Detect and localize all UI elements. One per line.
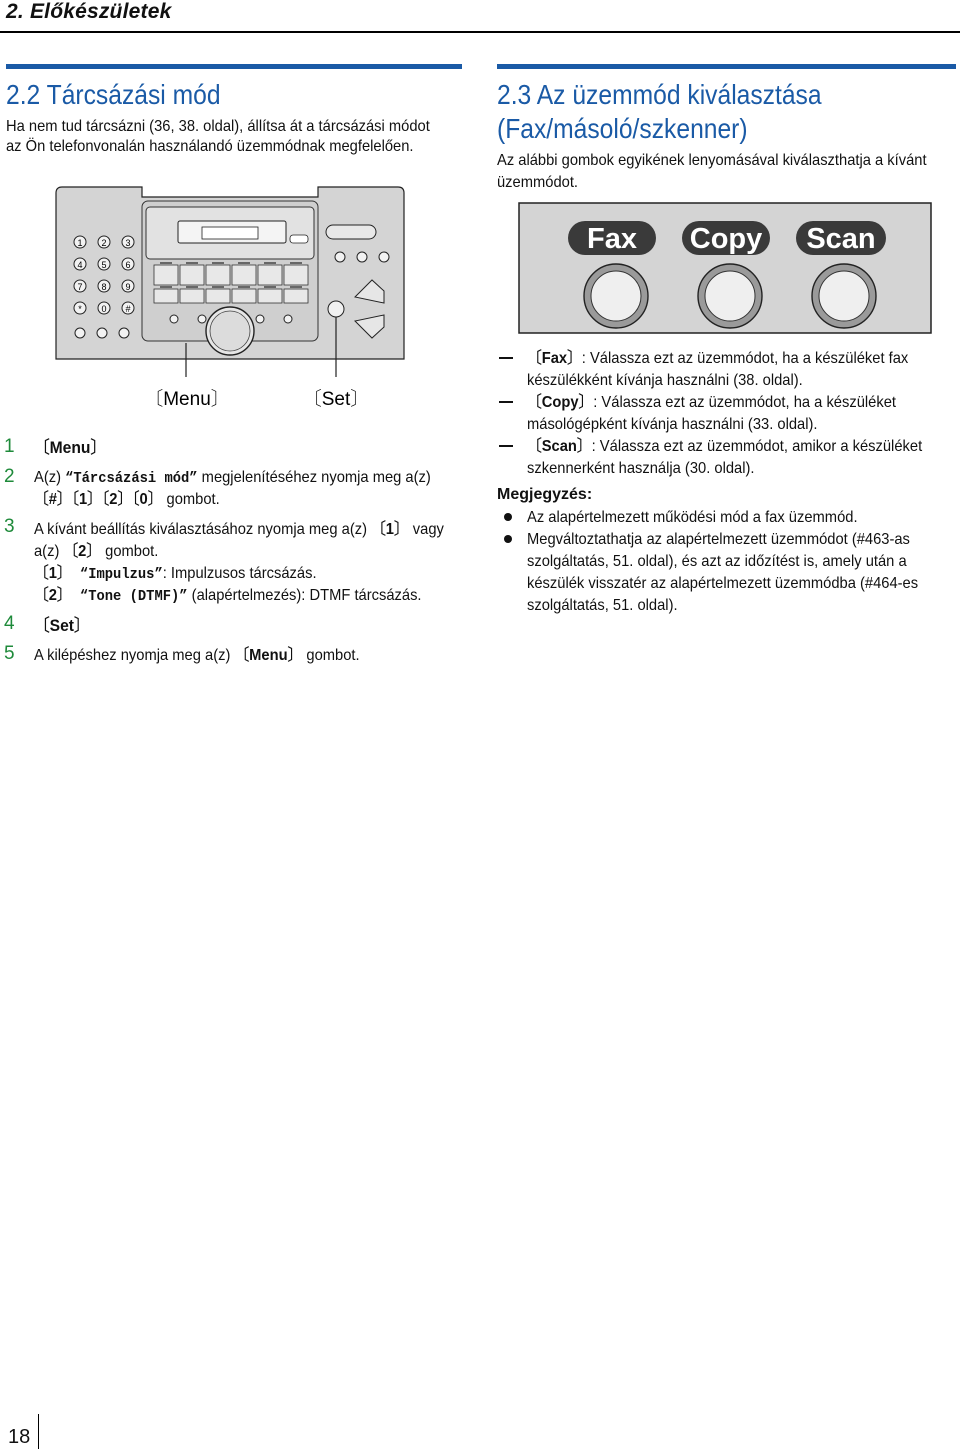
dash-bullet <box>499 401 513 403</box>
step-3-option-pulse: 〔1〕 “Impulzus”: Impulzusos tárcsázás. <box>34 565 317 583</box>
step-2-line-1: A(z) “Tárcsázási mód” megjelenítéséhez nyomja meg a(z) <box>34 469 431 487</box>
keypad-key: # <box>125 304 131 314</box>
copy-mode-label: Copy <box>689 223 763 255</box>
fax-button[interactable] <box>584 264 648 328</box>
mode-buttons-panel <box>518 202 932 334</box>
fax-mode-label: Fax <box>587 223 637 255</box>
keypad-key: * <box>78 304 82 314</box>
keypad-key: 1 <box>77 238 83 248</box>
control-panel-illustration <box>50 183 410 415</box>
left-intro-line-1: Ha nem tud tárcsázni (36, 38. oldal), állítsa át a tárcsázási módot <box>6 118 430 135</box>
note-2-line-4: szolgáltatás, 51. oldal). <box>527 597 678 614</box>
step-number-2: 2 <box>4 466 15 487</box>
dash-bullet <box>499 445 513 447</box>
page-number: 18 <box>8 1426 31 1448</box>
section-title-mode-select: 2.3 Az üzemmód kiválasztása <box>497 79 822 110</box>
keypad-key: 4 <box>77 260 83 270</box>
step-3-line-2: a(z) 〔2〕 gombot. <box>34 543 159 560</box>
keypad-key: 3 <box>125 238 131 248</box>
step-number-5: 5 <box>4 643 15 664</box>
bullet-dot <box>504 513 512 521</box>
note-2-line-2: szolgáltatás, 51. oldal), és azt az időzítést is, amely után a <box>527 553 907 570</box>
fax-desc-line-1: 〔Fax〕: Válassza ezt az üzemmódot, ha a készüléket fax <box>527 350 909 367</box>
header-divider <box>0 31 960 33</box>
scan-mode-label: Scan <box>806 223 876 255</box>
bullet-dot <box>504 535 512 543</box>
section-subtitle-mode-select: (Fax/másoló/szkenner) <box>497 113 748 144</box>
note-2-line-3: készülék visszatér az alapértelmezett üzemmódba (#464-es <box>527 575 919 592</box>
step-4-key-set: 〔Set〕 <box>34 616 90 635</box>
keypad-key: 0 <box>101 304 107 314</box>
dash-bullet <box>499 357 513 359</box>
right-intro-line-1: Az alábbi gombok egyikének lenyomásával kiválaszthatja a kívánt <box>497 152 927 169</box>
section-bar-left <box>6 64 462 69</box>
section-bar-right <box>497 64 956 69</box>
scan-desc-line-1: 〔Scan〕: Válassza ezt az üzemmódot, amikor a készüléket <box>527 438 923 455</box>
keypad-key: 9 <box>125 282 131 292</box>
step-3-option-tone: 〔2〕 “Tone (DTMF)” (alapértelmezés): DTMF tárcsázás. <box>34 587 422 605</box>
step-3-line-1: A kívánt beállítás kiválasztásához nyomja meg a(z) 〔1〕 vagy <box>34 521 444 538</box>
copy-button[interactable] <box>698 264 762 328</box>
keypad-key: 7 <box>77 282 83 292</box>
step-2-line-2: 〔#〕〔1〕〔2〕〔0〕 gombot. <box>34 491 220 508</box>
figure-label-set: 〔Set〕 <box>302 389 370 410</box>
copy-desc-line-1: 〔Copy〕: Válassza ezt az üzemmódot, ha a készüléket <box>527 394 896 411</box>
chapter-title: 2. Előkészületek <box>6 0 172 23</box>
scan-button[interactable] <box>812 264 876 328</box>
figure-label-menu: 〔Menu〕 <box>144 389 230 410</box>
copy-desc-line-2: másológépként kívánja használni (33. oldal). <box>527 416 818 433</box>
footer-divider <box>38 1414 39 1449</box>
step-number-3: 3 <box>4 516 15 537</box>
keypad-key: 5 <box>101 260 107 270</box>
note-2-line-1: Megváltoztathatja az alapértelmezett üzemmódot (#463-as <box>527 531 910 548</box>
scan-desc-line-2: szkennerként használja (30. oldal). <box>527 460 755 477</box>
section-title-dialing-mode: 2.2 Tárcsázási mód <box>6 79 221 110</box>
step-number-4: 4 <box>4 613 15 634</box>
step-number-1: 1 <box>4 436 15 457</box>
note-heading: Megjegyzés: <box>497 486 593 503</box>
note-1-line-1: Az alapértelmezett működési mód a fax üzemmód. <box>527 509 858 526</box>
right-intro-line-2: üzemmódot. <box>497 174 579 191</box>
step-5-line-1: A kilépéshez nyomja meg a(z) 〔Menu〕 gombot. <box>34 647 360 664</box>
keypad-key: 8 <box>101 282 107 292</box>
keypad-key: 2 <box>101 238 107 248</box>
fax-desc-line-2: készülékként kívánja használni (38. oldal). <box>527 372 803 389</box>
step-1-key-menu: 〔Menu〕 <box>34 438 107 457</box>
keypad-key: 6 <box>125 260 131 270</box>
left-intro-line-2: az Ön telefonvonalán használandó üzemmódnak megfelelően. <box>6 138 414 155</box>
